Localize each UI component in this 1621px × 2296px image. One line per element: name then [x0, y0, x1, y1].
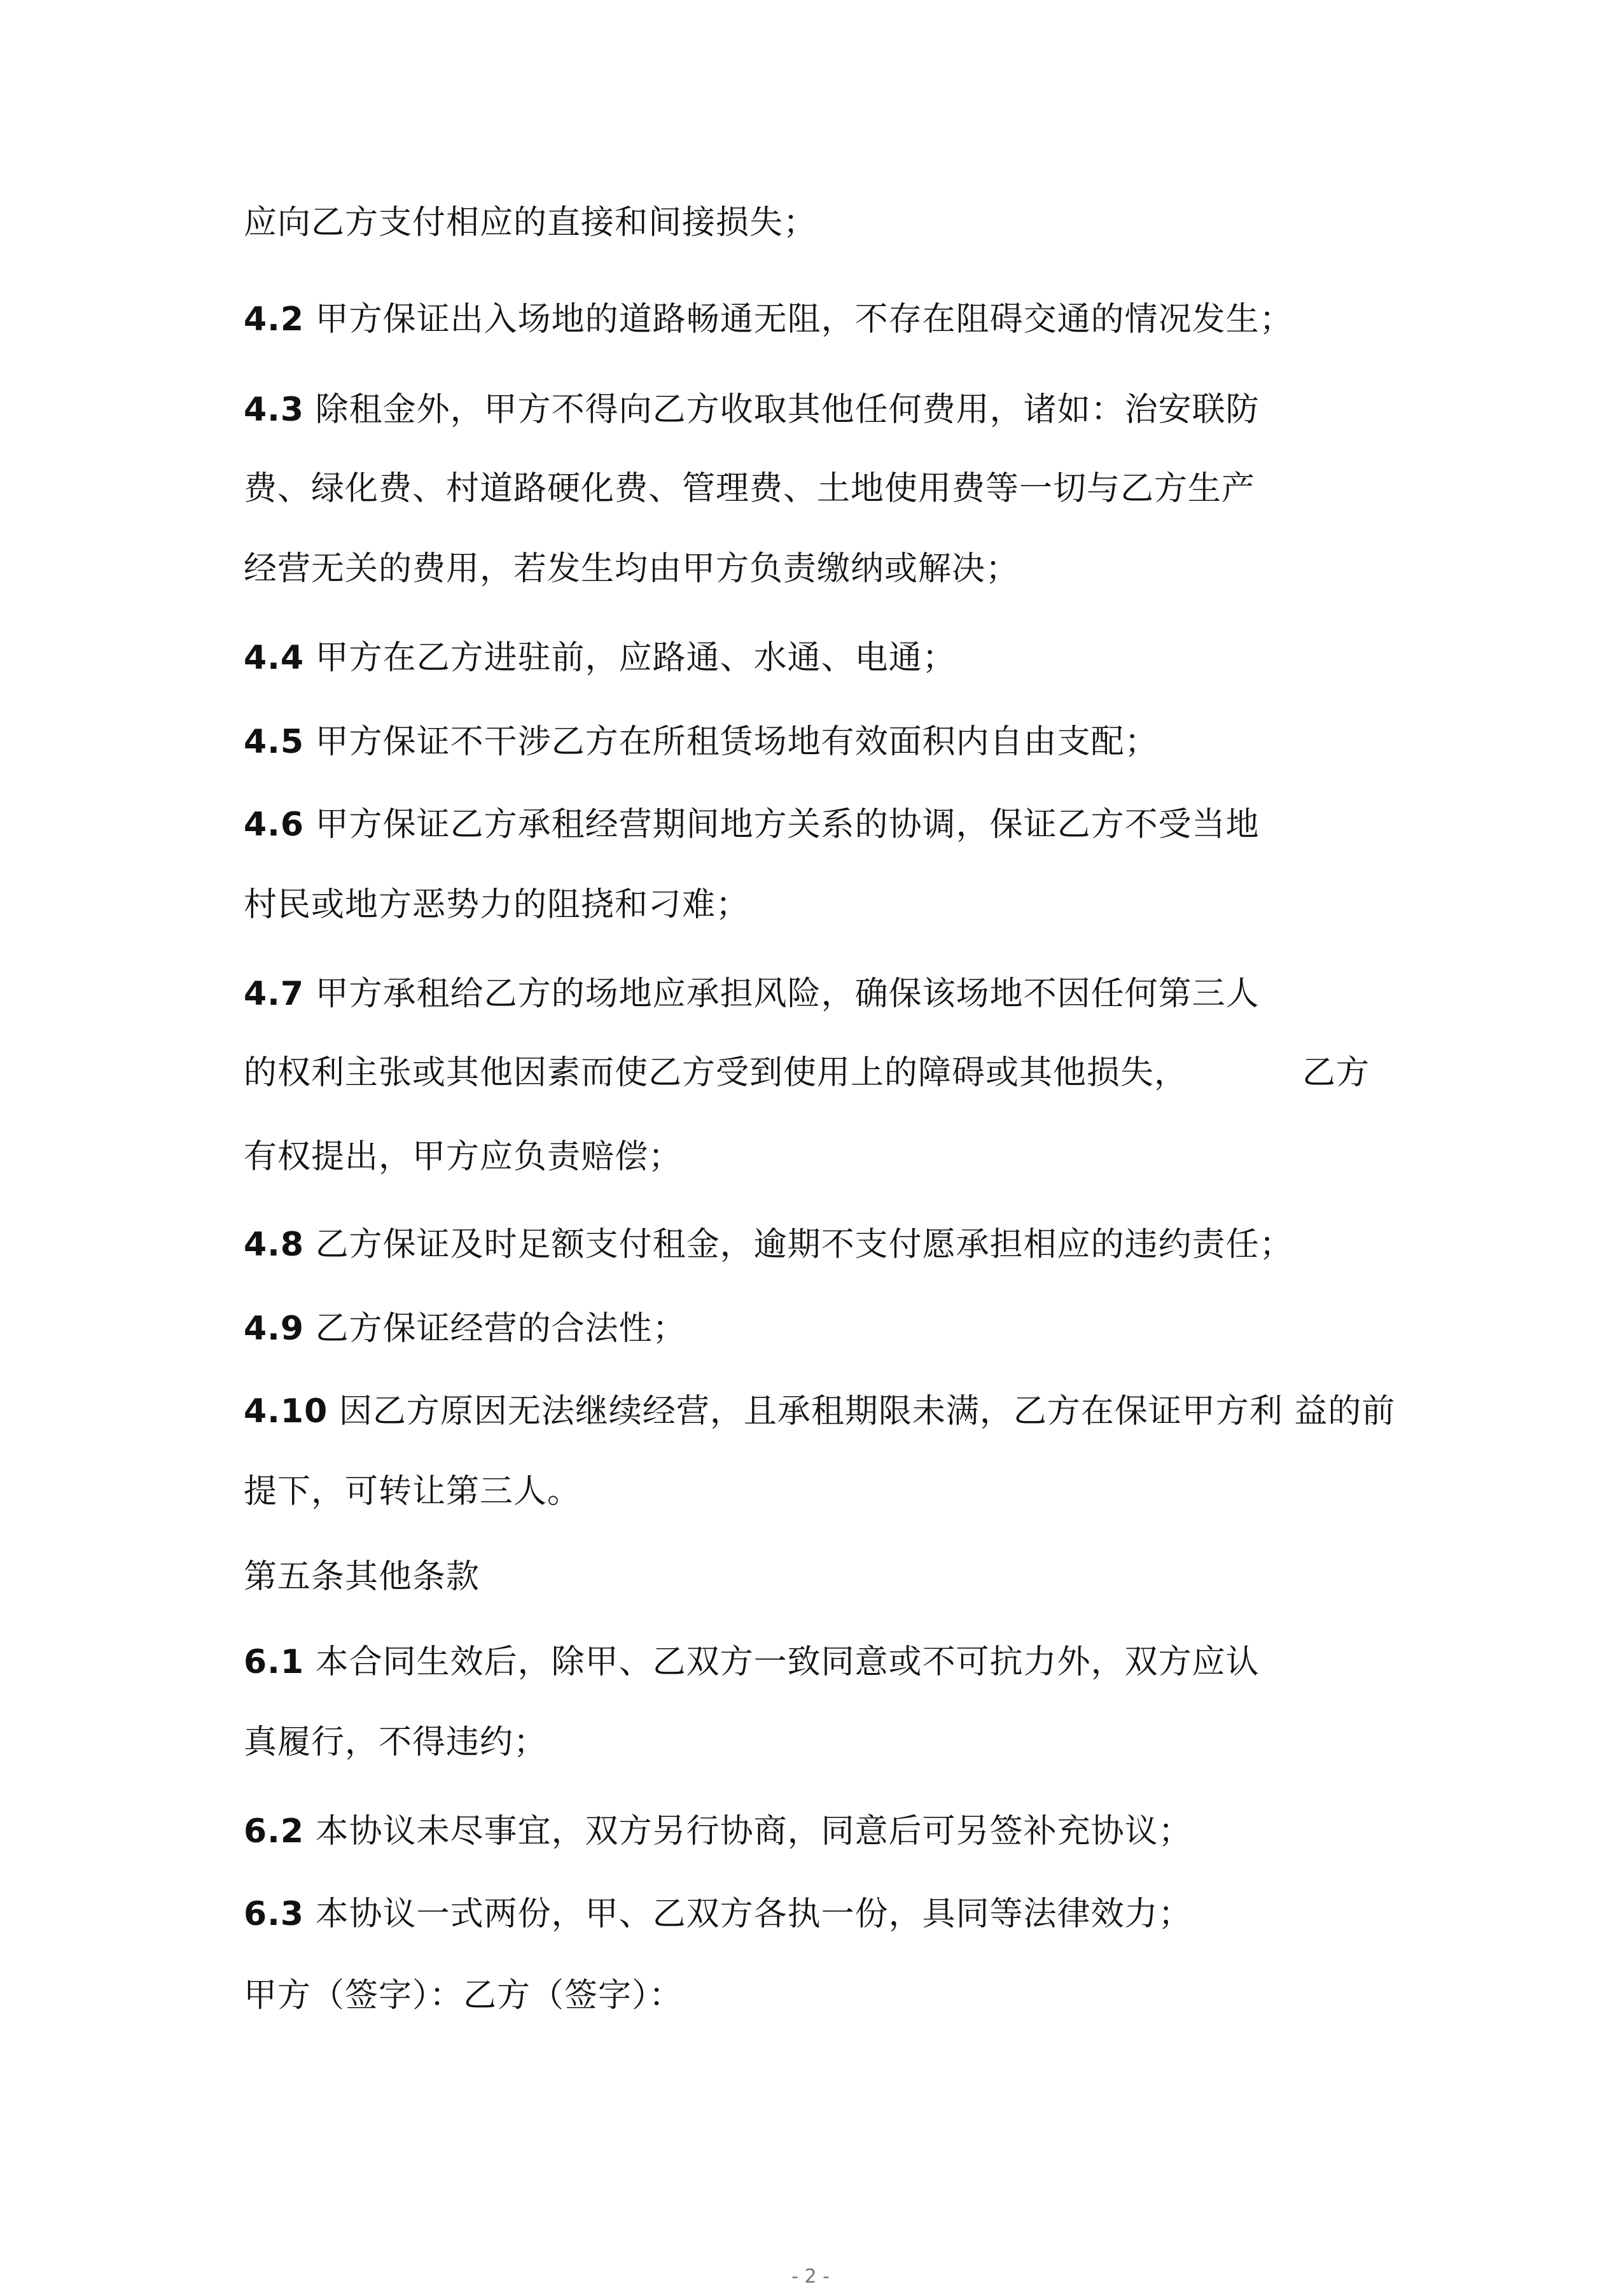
heading-text: 第五条其他条款 [244, 1558, 480, 1596]
clause-number: 6.1 [244, 1643, 305, 1681]
clause-number: 4.9 [244, 1310, 305, 1348]
clause-text: 乙方保证经营的合法性； [304, 1310, 686, 1348]
clause-text: 本协议未尽事宜，双方另行协商，同意后可另签补充协议； [304, 1812, 1192, 1851]
clause-number: 4.8 [244, 1226, 305, 1264]
clause-number: 4.7 [244, 975, 305, 1013]
line-tail: 乙方 [1302, 1054, 1370, 1092]
clause-4-6 [244, 804, 1260, 845]
line-text: 提下，可转让第三人。 [244, 1473, 581, 1511]
clause-number: 4.4 [244, 639, 305, 677]
section-heading [244, 1557, 480, 1597]
clause-number: 6.2 [244, 1812, 305, 1851]
clause-number: 4.2 [244, 300, 305, 339]
clause-text: 甲方保证不干涉乙方在所租赁场地有效面积内自由支配； [304, 723, 1158, 761]
text-line-16 [244, 1471, 581, 1512]
clause-number: 4.6 [244, 806, 305, 844]
text-line-9 [244, 885, 749, 925]
line-text: 真履行，不得违约； [244, 1723, 548, 1761]
clause-number: 4.3 [244, 391, 305, 429]
line-text: 应向乙方支付相应的直接和间接损失； [244, 204, 817, 242]
clause-text: 因乙方原因无法继续经营，且承租期限未满，乙方在保证甲方利 益的前 [328, 1392, 1396, 1431]
clause-text: 本协议一式两份，甲、乙双方各执一份，具同等法律效力； [304, 1895, 1192, 1933]
line-text: 经营无关的费用，若发生均由甲方负责缴纳或解决； [244, 550, 1020, 588]
line-text: 村民或地方恶势力的阻挠和刁难； [244, 886, 750, 924]
clause-4-8 [244, 1224, 1293, 1265]
line-text: 费、绿化费、村道路硬化费、管理费、土地使用费等一切与乙方生产 [244, 470, 1256, 508]
clause-4-3 [244, 389, 1260, 430]
text-line-4 [244, 468, 1255, 509]
signature-text: 甲方（签字）：乙方（签字）： [244, 1977, 683, 2015]
clause-4-5 [244, 722, 1158, 762]
clause-6-2 [244, 1811, 1192, 1852]
clause-number: 4.5 [244, 723, 305, 761]
text-line-12 [244, 1137, 682, 1177]
text-line-1 [244, 202, 817, 243]
text-line-11 [244, 1053, 1370, 1093]
clause-text: 本合同生效后，除甲、乙双方一致同意或不可抗力外，双方应认 [304, 1643, 1260, 1681]
clause-6-1 [244, 1642, 1260, 1683]
clause-6-3 [244, 1894, 1192, 1935]
clause-number: 4.10 [244, 1392, 328, 1431]
clause-text: 甲方保证乙方承租经营期间地方关系的协调，保证乙方不受当地 [304, 806, 1260, 844]
clause-4-7 [244, 974, 1260, 1014]
clause-4-10 [244, 1391, 1395, 1432]
clause-4-9 [244, 1308, 686, 1349]
signature-line [244, 1975, 683, 2016]
clause-4-4 [244, 638, 956, 678]
clause-text: 甲方保证出入场地的道路畅通无阻，不存在阻碍交通的情况发生； [304, 300, 1293, 339]
page-number: - 2 - [791, 2265, 830, 2288]
clause-4-2 [244, 299, 1293, 340]
line-text: 有权提出，甲方应负责赔偿； [244, 1138, 683, 1176]
clause-text: 甲方在乙方进驻前，应路通、水通、电通； [304, 639, 956, 677]
line-text: 的权利主张或其他因素而使乙方受到使用上的障碍或其他损失， [244, 1054, 1188, 1092]
clause-text: 甲方承租给乙方的场地应承担风险，确保该场地不因任何第三人 [304, 975, 1260, 1013]
text-line-19 [244, 1722, 547, 1763]
clause-text: 乙方保证及时足额支付租金，逾期不支付愿承担相应的违约责任； [304, 1226, 1293, 1264]
clause-text: 除租金外，甲方不得向乙方收取其他任何费用，诸如：治安联防 [304, 391, 1260, 429]
text-line-5 [244, 549, 1019, 589]
clause-number: 6.3 [244, 1895, 305, 1933]
